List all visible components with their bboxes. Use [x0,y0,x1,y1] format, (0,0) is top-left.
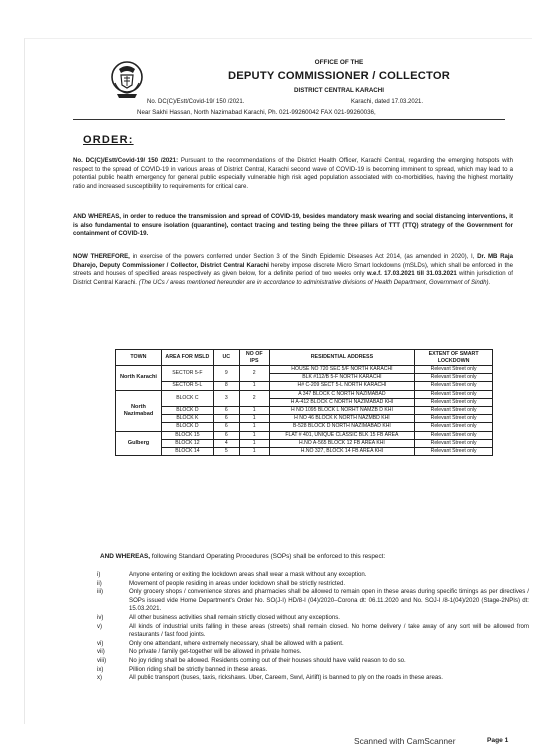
area-cell: SECTOR 5-L [161,382,213,390]
address-cell: FLAT # 401, UNIQUE CLASSIC BLK 15 FB AREA [269,431,415,439]
extent-cell: Relevant Street only [415,382,493,390]
list-item-number: vi) [97,639,104,647]
reference-number: No. DC(C)/Estt/Covid-19/ 150 /2021. [147,99,245,105]
list-item-text: Anyone entering or exiting the lockdown areas shall wear a mask without any exception. [129,571,367,578]
sop-heading-text: following Standard Operating Procedures (SOPs) shall be enforced to this respect: [150,553,386,560]
town-cell: North Nazimabad [116,390,162,431]
table-header-row [116,350,493,366]
address-cell: A 347 BLOCK C NORTH NAZIMABAD [269,390,415,398]
table-row [116,366,493,374]
list-item [85,640,529,649]
ips-cell: 1 [239,447,269,455]
area-cell: BLOCK D [161,406,213,414]
area-cell: BLOCK K [161,415,213,423]
list-item-text: Only one attendant, where extremely necessary, shall be allowed with a patient. [129,639,344,647]
header-divider [73,119,505,120]
extent-cell: Relevant Street only [415,447,493,455]
ips-cell: 1 [239,431,269,439]
town-cell: North Karachi [116,366,162,391]
table-row [116,415,493,423]
column-header-ips: NO OF IPS [239,350,269,366]
uc-cell: 3 [213,390,239,406]
paragraph-pursuant [73,157,513,191]
paragraph-text: hereby impose discrete Micro Smart lockdowns (mSLDs), which shall be enforced in the streets and houses of specified areas respectively as given below, for a definite period of two weeks only [73,261,513,278]
area-cell: BLOCK 14 [161,447,213,455]
address-cell: H NO 1095 BLOCK L NORHT NAMZB D KHI [269,406,415,414]
area-cell: BLOCK 12 [161,439,213,447]
list-item-number: x) [97,674,103,682]
extent-cell: Relevant Street only [415,415,493,423]
list-item-number: iv) [97,613,104,621]
extent-cell: Relevant Street only [415,406,493,414]
address-cell: H# C-209 SECT 5-L NORTH KARACHI [269,382,415,390]
extent-cell: Relevant Street only [415,390,493,398]
address-cell: HOUSE NO 720 SEC 5/F NORTH KARACHI [269,366,415,374]
list-item-text: No joy riding shall be allowed. Residents coming out of their houses should have valid reason to do so. [129,656,406,664]
address-cell: B-528 BLOCK D NORTH NAZIMABAD KHI [269,423,415,431]
list-item [85,666,529,675]
list-item-number: ix) [97,665,104,673]
office-address: Near Sakhi Hassan, North Nazimabad Karachi, Ph. 021-99260042 FAX 021-99260036, [137,109,376,116]
area-cell: SECTOR 5-F [161,366,213,382]
scanner-watermark: Scanned with CamScanner [354,736,456,746]
paragraph-text: within jurisdiction of District Central Karachi. [73,270,513,286]
area-cell: BLOCK 15 [161,431,213,439]
table-row [116,447,493,455]
extent-cell: Relevant Street only [415,423,493,431]
table-row [116,406,493,414]
list-item [85,580,529,589]
paragraph-note: (The UCs / areas mentioned hereunder are in accordance to administrative divisions of Health Department, Government of Sindh). [138,278,491,286]
address-cell: H.NO A-565 BLOCK 12 FB AREA KHI [269,439,415,447]
extent-cell: Relevant Street only [415,374,493,382]
ips-cell: 2 [239,390,269,406]
area-cell: BLOCK C [161,390,213,406]
uc-cell: 8 [213,382,239,390]
extent-cell: Relevant Street only [415,366,493,374]
lockdown-table [115,349,493,456]
town-cell: Gulberg [116,431,162,456]
paragraph-text: in exercise of the powers conferred under Section 3 of the Sindh Epidemic Diseases Act 2014, (as amended in 2020), I, [129,253,478,260]
list-item-number: i) [97,571,101,578]
ips-cell: 2 [239,366,269,382]
paragraph-text: in order to reduce the transmission and spread of COVID-19, besides mandatory mask wearing and social distancing interventions, it is also fundamental to ensure isolation (quarantine), contact tracing and testing being the three pillars of TTT (TTQ) strategy of the Government for containment of COVID-19. [73,213,513,238]
uc-cell: 6 [213,406,239,414]
column-header-town: TOWN [116,350,162,366]
table-row [116,382,493,390]
list-item-number: iii) [97,588,104,596]
list-item [85,588,529,614]
paragraph-whereas [73,213,513,239]
list-item [85,623,529,640]
order-reference: No. DC(C)/Estt/Covid-19/ 150 /2021: [73,157,179,164]
uc-cell: 6 [213,415,239,423]
list-item [85,648,529,657]
table-row [116,431,493,439]
commissioner-name: Dr. MB Raja Dharejo, Deputy Commissioner / Collector, District Central Karachi [73,253,514,269]
ips-cell: 1 [239,415,269,423]
column-header-uc: UC [213,350,239,366]
column-header-extent: EXTENT OF SMART LOCKDOWN [415,350,493,366]
ips-cell: 1 [239,423,269,431]
reference-date: Karachi, dated 17.03.2021. [351,99,424,105]
table-row [116,390,493,398]
list-item-number: vii) [97,648,105,656]
table-row [116,423,493,431]
paragraph-lead: NOW THEREFORE, [73,253,130,260]
table-row [116,439,493,447]
address-cell: H.NO 327, BLOCK 14 FB AREA KHI [269,447,415,455]
list-item [85,614,529,623]
area-cell: BLOCK D [161,423,213,431]
list-item [85,571,529,580]
ips-cell: 1 [239,439,269,447]
uc-cell: 5 [213,447,239,455]
extent-cell: Relevant Street only [415,398,493,406]
paragraph-now-therefore [73,253,513,287]
list-item-text: All kinds of industrial units falling in these areas (streets) shall remain closed. No home delivery / take away of any sort will be allowed from restaurants / fast food joints. [129,622,529,639]
office-of-label: OFFICE OF THE [314,59,364,66]
list-item-number: ii) [97,579,102,587]
list-item-number: viii) [97,656,107,664]
uc-cell: 9 [213,366,239,382]
sop-list [85,571,529,683]
address-cell: H A-412 BLOCK C NORTH NAZIMABAD KHI [269,398,415,406]
order-heading: ORDER: [83,134,134,146]
list-item-text: Pillion riding shall be strictly banned in these areas. [129,665,268,673]
list-item-text: All public transport (buses, taxis, rickshaws. Uber, Careem, Swvl, Airlift) is banned to ply on the roads in these areas. [129,674,443,682]
lockdown-dates: w.e.f. 17.03.2021 till 31.03.2021 [366,270,457,278]
list-item-number: v) [97,622,103,630]
uc-cell: 6 [213,431,239,439]
paragraph-lead: AND WHEREAS, [73,213,121,220]
page-number: Page 1 [487,737,509,744]
list-item [85,657,529,666]
address-cell: H NO 46 BLOCK K NORTH NAZMBD KHI [269,415,415,423]
list-item-text: All other business activities shall remain strictly closed without any exceptions. [129,613,341,621]
uc-cell: 4 [213,439,239,447]
list-item-text: No private / family get-together will be allowed in private homes. [129,648,302,656]
office-district: DISTRICT CENTRAL KARACHI [294,87,384,94]
office-title: DEPUTY COMMISSIONER / COLLECTOR [227,70,451,82]
uc-cell: 6 [213,423,239,431]
extent-cell: Relevant Street only [415,439,493,447]
address-cell: BLK #112/B 5-F NORTH KARACHI [269,374,415,382]
sop-heading-lead: AND WHEREAS, [100,553,151,560]
paragraph-text: Pursuant to the recommendations of the District Health Officer, Karachi Central, regarding the emerging hotspots with respect to the spread of COVID-19 in various areas of District Central, Karachi second wave of COVID-19 is becoming imminent to spread, which may lead to a potential public health emergency for general public especially vulnerable high risk aged population associated with co-morbidities, having the highest mortality ratio and increased susceptibility to requirements for critical care. [73,157,513,190]
ips-cell: 1 [239,382,269,390]
list-item [85,674,529,683]
column-header-address: RESIDENTIAL ADDRESS [269,350,415,366]
extent-cell: Relevant Street only [415,431,493,439]
list-item-text: Only grocery shops / convenience stores and pharmacies shall be allowed to remain open in these areas during specific timings as per directives / SOPs issued vide Home Department's Order No. SO(J-I) HD/8-I (04)/2020–Corona dt: 06.11.2020 and No. SOJ-I /8-1(04)/2020 (Stage-2NPIs) dt: 15.03.2021. [129,588,529,613]
ips-cell: 1 [239,406,269,414]
sop-heading [100,553,385,560]
column-header-area: AREA FOR MSLD [161,350,213,366]
list-item-text: Movement of people residing in areas under lockdown shall be strictly restricted. [129,579,346,587]
